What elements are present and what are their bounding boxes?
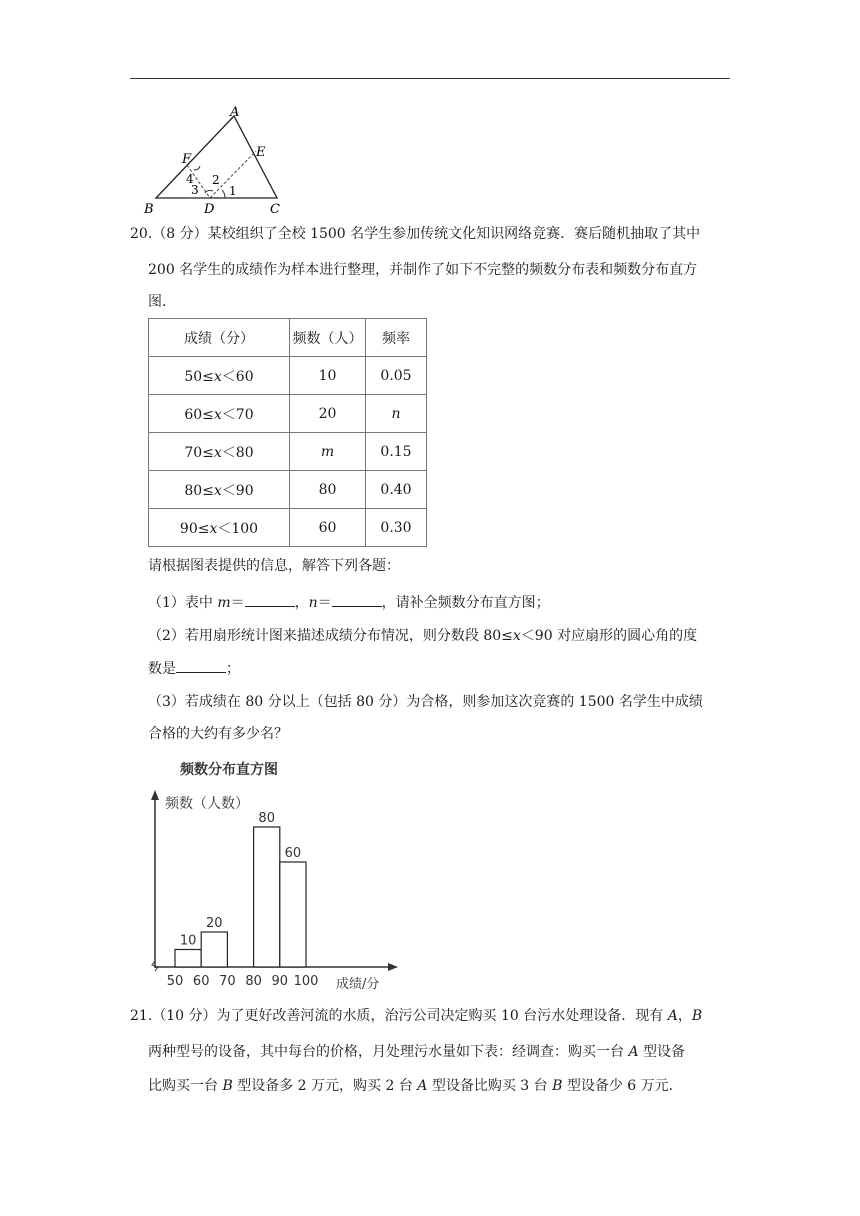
table-cell-range: 90≤x＜100 xyxy=(149,509,290,547)
table-cell-count: 80 xyxy=(290,471,366,509)
label-C: C xyxy=(270,202,280,216)
x-tick-label: 90 xyxy=(271,974,289,989)
x-tick-label: 60 xyxy=(192,974,210,989)
q21-line2: 两种型号的设备，其中每台的价格，月处理污水量如下表：经调查：购买一台 A 型设备 xyxy=(148,1044,686,1060)
x-tick-label: 100 xyxy=(293,974,319,989)
frequency-histogram xyxy=(140,756,410,994)
label-D: D xyxy=(204,202,215,216)
table-row xyxy=(149,433,427,471)
angle-2-label: 2 xyxy=(212,173,220,187)
chart-title: 频数分布直方图 xyxy=(180,762,278,778)
table-cell-freq: 0.40 xyxy=(366,471,427,509)
bar-value-label: 60 xyxy=(284,846,302,861)
triangle-figure xyxy=(140,104,300,216)
x-axis-arrow-icon xyxy=(388,963,398,971)
q20-part1: （1）表中 m＝ ，n＝ ，请补全频数分布直方图； xyxy=(148,595,550,611)
angle-3-label: 3 xyxy=(191,183,199,197)
label-B: B xyxy=(144,202,154,216)
table-header: 频数（人） xyxy=(290,319,366,357)
table-cell-count: 20 xyxy=(290,395,366,433)
q21-line1: 21.（10 分）为了更好改善河流的水质，治污公司决定购买 10 台污水处理设备．现有 A，B xyxy=(130,1008,703,1024)
table-header-row xyxy=(149,319,427,357)
x-axis-label: 成绩/分 xyxy=(336,977,380,992)
table-header: 频率 xyxy=(366,319,427,357)
table-cell-freq: 0.05 xyxy=(366,357,427,395)
table-cell-count: 10 xyxy=(290,357,366,395)
table-cell-range: 50≤x＜60 xyxy=(149,357,290,395)
table-cell-count: m xyxy=(290,433,366,471)
q20-line2: 200 名学生的成绩作为样本进行整理，并制作了如下不完整的频数分布表和频数分布直方 xyxy=(148,262,698,278)
bar-value-label: 20 xyxy=(206,916,223,931)
label-E: E xyxy=(256,145,266,160)
q20-part3: （3）若成绩在 80 分以上（包括 80 分）为合格，则参加这次竞赛的 1500 名学生中成绩 xyxy=(148,694,703,710)
table-row xyxy=(149,357,427,395)
histogram-bar xyxy=(280,862,306,967)
q20-part2: （2）若用扇形统计图来描述成绩分布情况，则分数段 80≤x＜90 对应扇形的圆心角的度 xyxy=(148,628,698,644)
q20-prompt: 请根据图表提供的信息，解答下列各题： xyxy=(148,558,400,574)
table-row xyxy=(149,471,427,509)
table-cell-range: 80≤x＜90 xyxy=(149,471,290,509)
bar-value-label: 80 xyxy=(258,811,275,826)
table-cell-freq: n xyxy=(366,395,427,433)
table-cell-range: 60≤x＜70 xyxy=(149,395,290,433)
table-cell-freq: 0.30 xyxy=(366,509,427,547)
answer-blank-angle[interactable] xyxy=(176,660,226,673)
x-tick-label: 80 xyxy=(245,974,262,989)
answer-blank-m[interactable] xyxy=(245,594,295,607)
table-row xyxy=(149,395,427,433)
histogram-bar xyxy=(175,950,201,968)
table-cell-range: 70≤x＜80 xyxy=(149,433,290,471)
histogram-bar xyxy=(254,827,280,967)
table-header: 成绩（分） xyxy=(149,319,290,357)
q21-line3: 比购买一台 B 型设备多 2 万元，购买 2 台 A 型设备比购买 3 台 B 型设备少 6 万元． xyxy=(148,1078,683,1094)
y-axis-label: 频数（人数） xyxy=(165,796,249,812)
table-cell-count: 60 xyxy=(290,509,366,547)
label-F: F xyxy=(182,152,192,167)
q20-part3-cont: 合格的大约有多少名？ xyxy=(148,726,288,742)
x-tick-label: 70 xyxy=(219,974,236,989)
histogram-bar xyxy=(201,932,227,967)
angle-1-label: 1 xyxy=(229,184,237,198)
frequency-table xyxy=(148,318,427,547)
angle-4-label: 4 xyxy=(186,172,194,186)
bar-value-label: 10 xyxy=(179,933,197,949)
header-rule xyxy=(130,78,730,79)
label-A: A xyxy=(230,105,240,120)
q20-line1: 20.（8 分）某校组织了全校 1500 名学生参加传统文化知识网络竞赛．赛后随机抽取了其中 xyxy=(130,226,701,242)
table-cell-freq: 0.15 xyxy=(366,433,427,471)
table-row xyxy=(149,509,427,547)
x-tick-label: 50 xyxy=(166,974,184,989)
answer-blank-n[interactable] xyxy=(332,594,382,607)
q20-line3: 图． xyxy=(148,294,176,310)
y-axis-arrow-icon xyxy=(151,790,159,800)
q20-part2-cont: 数是 ； xyxy=(148,661,240,677)
